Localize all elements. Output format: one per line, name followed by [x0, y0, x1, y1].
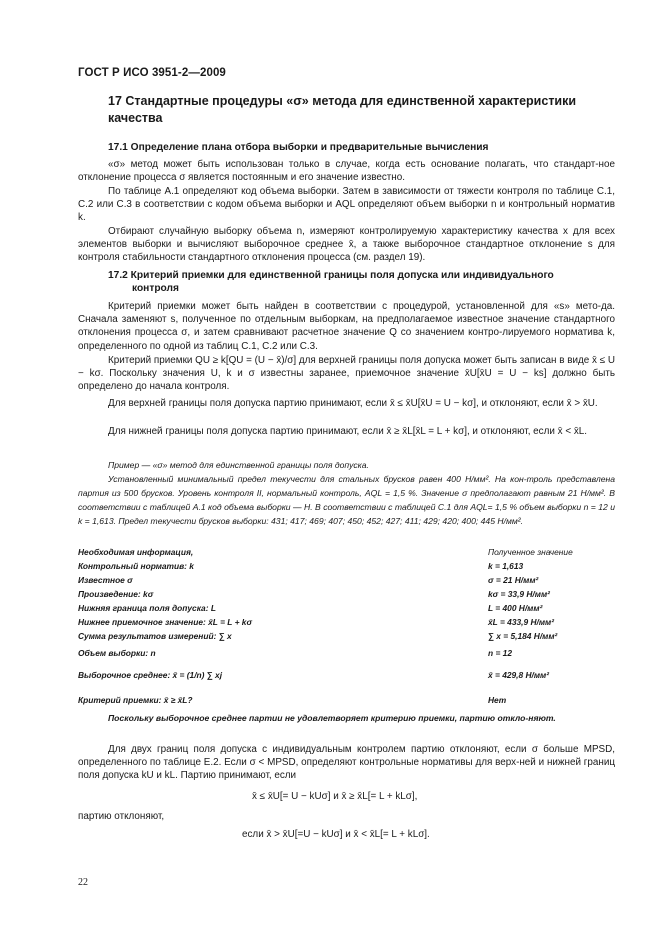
table-row	[78, 648, 618, 661]
table-row	[78, 695, 618, 708]
formula-reject: если x̄ > x̄U[=U − kUσ] и x̄ < x̄L[= L + kLσ].	[242, 829, 430, 840]
table-cell-left: Сумма результатов измерений: ∑ x	[78, 631, 232, 641]
paragraph-4	[78, 300, 615, 353]
table-cell-left: Контрольный норматив: k	[78, 561, 194, 571]
example-heading-text: Пример — «σ» метод для единственной границы поля допуска.	[108, 460, 369, 470]
table-header-left: Необходимая информация,	[78, 547, 194, 557]
table-cell-right: n = 12	[488, 648, 512, 658]
example-block	[78, 458, 615, 528]
subsection-17-1-title: 17.1 Определение плана отбора выборки и предварительные вычисления	[108, 142, 489, 153]
table-cell-right: x̄L = 433,9 Н/мм²	[488, 617, 555, 627]
section-title-line-1: 17 Стандартные процедуры «σ» метода для единственной характеристики	[108, 94, 577, 108]
table-row	[78, 631, 618, 644]
paragraph-6	[78, 397, 615, 410]
paragraph-6-text: Для верхней границы поля допуска партию принимают, если x̄ ≤ x̄U[x̄U = U − kσ], и отклоняют, если x̄ > x̄U.	[108, 398, 598, 409]
section-title-line-2: качества	[108, 111, 163, 125]
table-cell-left: Выборочное среднее: x̄ = (1/n) ∑ xj	[78, 670, 223, 680]
paragraph-4-text: Критерий приемки может быть найден в соответствии с процедурой, установленной для «s» мето-да. Сначала заменяют s, полученное по отдельным выборкам, на предполагаемое известное значение стандартного отклонения процесса σ, и затем сравнивают расчетное значение Q со значением контро-лируемого норматива k, определенного по одной из таблиц C.1, C.2 или C.3.	[78, 301, 615, 352]
table-cell-right: kσ = 33,9 Н/мм²	[488, 589, 550, 599]
table-cell-left: Произведение: kσ	[78, 589, 154, 599]
paragraph-1-text: «σ» метод может быть использован только в случае, когда есть основание полагать, что стандарт-ное отклонение процесса σ является постоянным и его значение известно.	[78, 159, 615, 184]
paragraph-8-text: Для двух границ поля допуска с индивидуальным контролем партию отклоняют, если σ больше MPSD, определенного по таблице E.2. Если σ < MPSD, определяют контрольные нормативы для верх-ней и нижней границ поля допуска kU и kL. Партию принимают, если	[78, 744, 615, 782]
paragraph-3-text: Отбирают случайную выборку объема n, измеряют контролируемую характеристику качества x для всех элементов выборки и вычисляют выборочное среднее x̄, а также выборочное стандартное отклонение s для контроля стабильности стандартного отклонения процесса (см. раздел 19).	[78, 226, 615, 264]
table-cell-left: Нижнее приемочное значение: x̄L = L + kσ	[78, 617, 253, 627]
page-number: 22	[78, 877, 88, 888]
paragraph-7	[78, 425, 615, 438]
table-row	[78, 561, 618, 574]
table-header-right: Полученное значение	[488, 547, 573, 557]
paragraph-3	[78, 225, 615, 265]
paragraph-2-text: По таблице A.1 определяют код объема выборки. Затем в зависимости от тяжести контроля по таблице C.1, C.2 или C.3 в соответствии с кодом объема выборки и AQL определяют объем выборки n и контрольный норматив k.	[78, 186, 615, 224]
table-cell-right: L = 400 Н/мм²	[488, 603, 543, 613]
subsection-17-2-title	[108, 269, 623, 295]
table-cell-right: ∑ x = 5,184 Н/мм²	[488, 631, 558, 641]
formula-accept: x̄ ≤ x̄U[= U − kUσ] и x̄ ≥ x̄L[= L + kLσ],	[252, 791, 418, 802]
table-cell-left: Нижняя граница поля допуска: L	[78, 603, 216, 613]
table-row	[78, 589, 618, 602]
paragraph-5	[78, 354, 615, 394]
paragraph-5-text: Критерий приемки QU ≥ k[QU = (U − x̄)/σ] для верхней границы поля допуска может быть записан в виде x̄ ≤ U − kσ. Поскольку значения U, k и σ известны заранее, приемочное значение x̄U[x̄U = U − ks] должно быть определено до начала контроля.	[78, 355, 615, 393]
example-heading	[78, 458, 615, 472]
paragraph-1	[78, 158, 615, 184]
table-row	[78, 617, 618, 630]
example-body-text: Установленный минимальный предел текучести для стальных брусков равен 400 Н/мм². На кон-троль представлена партия из 500 брусков. Уровень контроля II, нормальный контроль, AQL = 1,5 %. Значение σ предполагают равным 21 Н/мм². В соответствии с таблицей A.1 код объема выборки — H. В соответствии с таблицей C.1 для AQL= 1,5 % объем выборки n = 12 и k = 1,613. Предел текучести брусков выборки: 431; 417; 469; 407; 450; 452; 427; 411; 429; 420; 400; 445 Н/мм².	[78, 474, 615, 526]
table-cell-left: Известное σ	[78, 575, 133, 585]
paragraph-7-text: Для нижней границы поля допуска партию принимают, если x̄ ≥ x̄L[x̄L = L + kσ], и отклоняют, если x̄ < x̄L.	[108, 426, 587, 437]
table-row	[78, 575, 618, 588]
table-cell-left: Критерий приемки: x̄ ≥ x̄L?	[78, 695, 193, 705]
paragraph-2	[78, 185, 615, 225]
paragraph-8	[78, 743, 615, 783]
example-conclusion	[78, 711, 615, 725]
table-row	[78, 603, 618, 616]
subsection-17-2-title-line-1: 17.2 Критерий приемки для единственной границы поля допуска или индивидуального	[108, 270, 554, 281]
table-cell-right: k = 1,613	[488, 561, 524, 571]
paragraph-9: партию отклоняют,	[78, 811, 165, 822]
table-cell-right: σ = 21 Н/мм²	[488, 575, 539, 585]
document-header: ГОСТ Р ИСО 3951-2—2009	[78, 67, 226, 79]
subsection-17-2-title-line-2: контроля	[132, 283, 179, 294]
table-cell-left: Объем выборки: n	[78, 648, 156, 658]
table-cell-right: x̄ = 429,8 Н/мм²	[488, 670, 550, 680]
table-cell-right: Нет	[488, 695, 507, 705]
example-conclusion-text: Поскольку выборочное среднее партии не удовлетворяет критерию приемки, партию откло-няют.	[108, 713, 556, 723]
table-row	[78, 670, 618, 683]
example-body	[78, 472, 615, 528]
section-title	[108, 93, 623, 127]
table-header-row	[78, 547, 618, 560]
